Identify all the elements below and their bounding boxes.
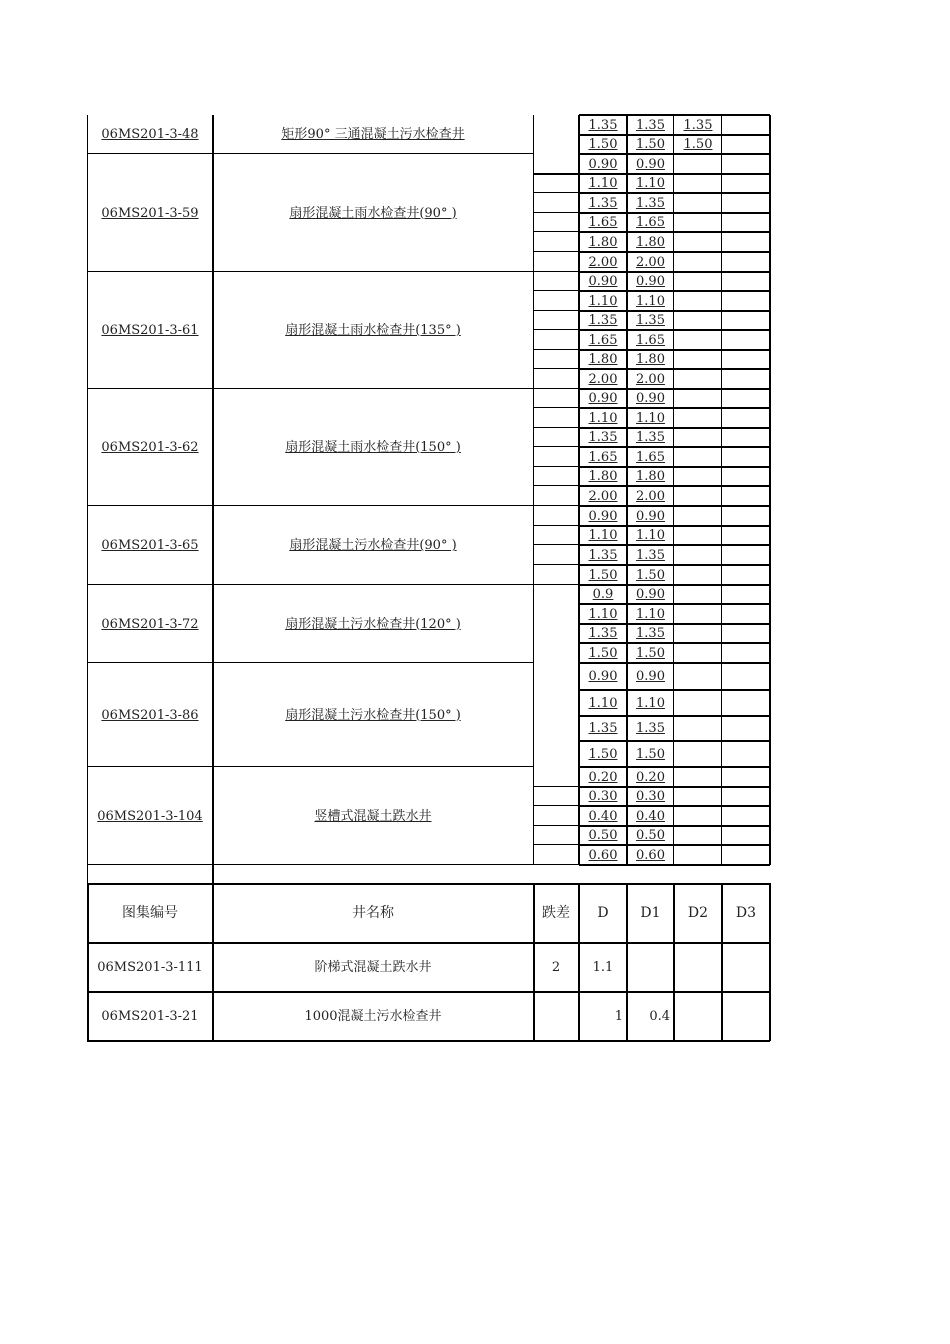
grid-line [533, 407, 579, 408]
dimension-d1: 1.80 [636, 469, 665, 484]
well-name: 矩形90° 三通混凝土污水检查井 [281, 127, 465, 142]
drawing-code: 06MS201-3-104 [97, 808, 203, 824]
dimension-d: 0.9 [592, 587, 614, 602]
dimension-d: 2.00 [588, 254, 618, 270]
dimension-d: 0.90 [588, 156, 618, 172]
dimension-d1: 1.35 [636, 430, 665, 445]
drawing-code: 06MS201-3-59 [101, 205, 199, 221]
well-name: 扇形混凝土污水检查井(150° ) [285, 707, 461, 723]
header-d1: D1 [640, 905, 661, 921]
dimension-d1: 2.00 [636, 371, 665, 387]
row-d2 [674, 992, 722, 1041]
dimension-d: 1.35 [588, 721, 618, 736]
dimension-d: 0.20 [588, 769, 618, 785]
row-d1: 0.4 [649, 1009, 670, 1024]
dimension-d: 1.10 [588, 410, 618, 426]
dimension-d: 1.35 [588, 117, 618, 133]
row-name: 1000混凝土污水检查井 [304, 1009, 442, 1024]
row-d1 [627, 943, 674, 992]
grid-line [87, 865, 88, 885]
dimension-d1: 1.50 [636, 137, 665, 152]
dimension-d1: 0.60 [636, 847, 665, 863]
grid-line [533, 505, 579, 506]
dimension-d1: 0.90 [636, 587, 665, 602]
grid-line [533, 251, 579, 252]
dimension-d1: 1.10 [636, 695, 665, 711]
dimension-d: 0.60 [588, 847, 618, 863]
dimension-d: 1.10 [588, 695, 618, 711]
header-drop: 跌差 [542, 905, 570, 921]
dimension-d1: 1.10 [636, 293, 665, 309]
dimension-d1: 1.10 [636, 176, 665, 191]
row-d: 1.1 [592, 960, 614, 975]
grid-line [533, 192, 579, 193]
grid-line [533, 231, 579, 232]
dimension-d1: 1.35 [636, 721, 665, 736]
grid-line [533, 584, 579, 585]
dimension-d: 1.10 [588, 606, 618, 622]
dimension-d1: 0.40 [636, 808, 665, 824]
dimension-d: 1.50 [588, 645, 618, 661]
grid-line [533, 805, 579, 806]
grid-line [533, 349, 579, 350]
row-d: 1 [614, 1009, 623, 1024]
dimension-d1: 1.35 [636, 195, 665, 211]
dimension-d1: 0.20 [636, 769, 665, 785]
drawing-code: 06MS201-3-72 [101, 616, 199, 632]
grid-line [533, 446, 579, 447]
dimension-d: 0.90 [588, 274, 618, 289]
grid-line [533, 564, 579, 565]
dimension-d1: 0.30 [636, 789, 665, 804]
dimension-d: 1.35 [588, 195, 618, 211]
dimension-d1: 1.80 [636, 234, 665, 250]
dimension-d: 0.50 [588, 828, 618, 843]
dimension-d: 1.65 [588, 332, 618, 348]
row-name: 阶梯式混凝土跌水井 [314, 960, 432, 975]
grid-line [533, 310, 579, 311]
dimension-d: 2.00 [588, 488, 618, 504]
grid-line [533, 388, 579, 389]
drawing-code: 06MS201-3-48 [101, 127, 199, 142]
dimension-d1: 0.90 [636, 274, 665, 289]
dimension-d1: 1.35 [636, 117, 665, 133]
drawing-code: 06MS201-3-86 [101, 707, 199, 723]
dimension-d1: 1.10 [636, 410, 665, 426]
dimension-d1: 0.90 [636, 669, 665, 684]
grid-line [533, 825, 579, 826]
well-name: 扇形混凝土雨水检查井(150° ) [285, 440, 461, 455]
grid-line [769, 115, 771, 865]
dimension-d: 0.90 [588, 391, 618, 406]
dimension-d1: 0.90 [636, 391, 665, 406]
dimension-d1: 1.65 [636, 449, 665, 465]
dimension-d2: 1.50 [683, 137, 713, 152]
dimension-d: 0.90 [588, 508, 618, 524]
dimension-d: 1.35 [588, 626, 618, 641]
dimension-d1: 2.00 [636, 488, 665, 504]
dimension-d: 1.50 [588, 746, 618, 762]
well-name: 竖槽式混凝土跌水井 [314, 808, 432, 824]
grid-line [533, 329, 579, 330]
dimension-d: 1.50 [588, 137, 618, 152]
dimension-d2: 1.35 [683, 117, 713, 133]
dimension-d1: 1.50 [636, 746, 665, 762]
dimension-d: 1.80 [588, 352, 618, 367]
grid-line [533, 864, 579, 865]
dimension-d: 1.35 [588, 547, 618, 563]
header-name: 井名称 [352, 905, 394, 921]
grid-line [533, 173, 579, 175]
dimension-d: 0.40 [588, 808, 618, 824]
dimension-d1: 2.00 [636, 254, 665, 270]
dimension-d1: 0.50 [636, 828, 665, 843]
dimension-d: 1.50 [588, 567, 618, 583]
drawing-code: 06MS201-3-65 [101, 538, 199, 553]
grid-line [533, 844, 579, 845]
well-name: 扇形混凝土污水检查井(90° ) [289, 538, 457, 553]
dimension-d: 1.10 [588, 293, 618, 309]
row-drop: 2 [551, 960, 561, 975]
dimension-d: 0.90 [588, 669, 618, 684]
grid-line [533, 786, 579, 787]
grid-line [533, 485, 579, 486]
dimension-d: 1.35 [588, 313, 618, 328]
grid-line [533, 544, 579, 545]
dimension-d: 1.10 [588, 528, 618, 543]
dimension-d1: 1.65 [636, 215, 665, 230]
well-name: 扇形混凝土雨水检查井(90° ) [289, 205, 457, 221]
dimension-d1: 1.10 [636, 528, 665, 543]
dimension-d1: 1.35 [636, 626, 665, 641]
drawing-code: 06MS201-3-61 [101, 323, 199, 338]
row-drop [533, 992, 579, 1041]
dimension-d: 1.10 [588, 176, 618, 191]
well-name: 扇形混凝土污水检查井(120° ) [285, 616, 461, 632]
dimension-d1: 1.35 [636, 547, 665, 563]
dimension-d: 0.30 [588, 789, 618, 804]
header-d2: D2 [687, 905, 709, 921]
row-d3 [722, 992, 770, 1041]
header-d3: D3 [735, 905, 757, 921]
grid-line [533, 212, 579, 213]
row-d3 [722, 943, 770, 992]
dimension-d: 2.00 [588, 371, 618, 387]
grid-line [533, 290, 579, 291]
dimension-d1: 1.50 [636, 567, 665, 583]
header-code: 图集编号 [122, 905, 178, 921]
dimension-d1: 1.65 [636, 332, 665, 348]
row-code: 06MS201-3-111 [97, 960, 203, 975]
well-name: 扇形混凝土雨水检查井(135° ) [285, 323, 461, 338]
grid-line [533, 368, 579, 369]
grid-line [212, 865, 214, 885]
dimension-d: 1.80 [588, 469, 618, 484]
dimension-d1: 1.10 [636, 606, 665, 622]
dimension-d1: 0.90 [636, 508, 665, 524]
dimension-d1: 1.35 [636, 313, 665, 328]
dimension-d1: 1.80 [636, 352, 665, 367]
dimension-d1: 0.90 [636, 156, 665, 172]
grid-line [533, 271, 579, 272]
dimension-d1: 1.50 [636, 645, 665, 661]
dimension-d: 1.80 [588, 234, 618, 250]
grid-line [533, 115, 534, 865]
dimension-d: 1.35 [588, 430, 618, 445]
row-d2 [674, 943, 722, 992]
dimension-d: 1.65 [588, 449, 618, 465]
grid-line [533, 525, 579, 526]
drawing-code: 06MS201-3-62 [101, 440, 199, 455]
grid-line [533, 427, 579, 428]
dimension-d: 1.65 [588, 215, 618, 230]
grid-line [721, 115, 722, 865]
grid-line [533, 466, 579, 467]
header-d: D [597, 905, 609, 921]
row-code: 06MS201-3-21 [101, 1009, 199, 1024]
